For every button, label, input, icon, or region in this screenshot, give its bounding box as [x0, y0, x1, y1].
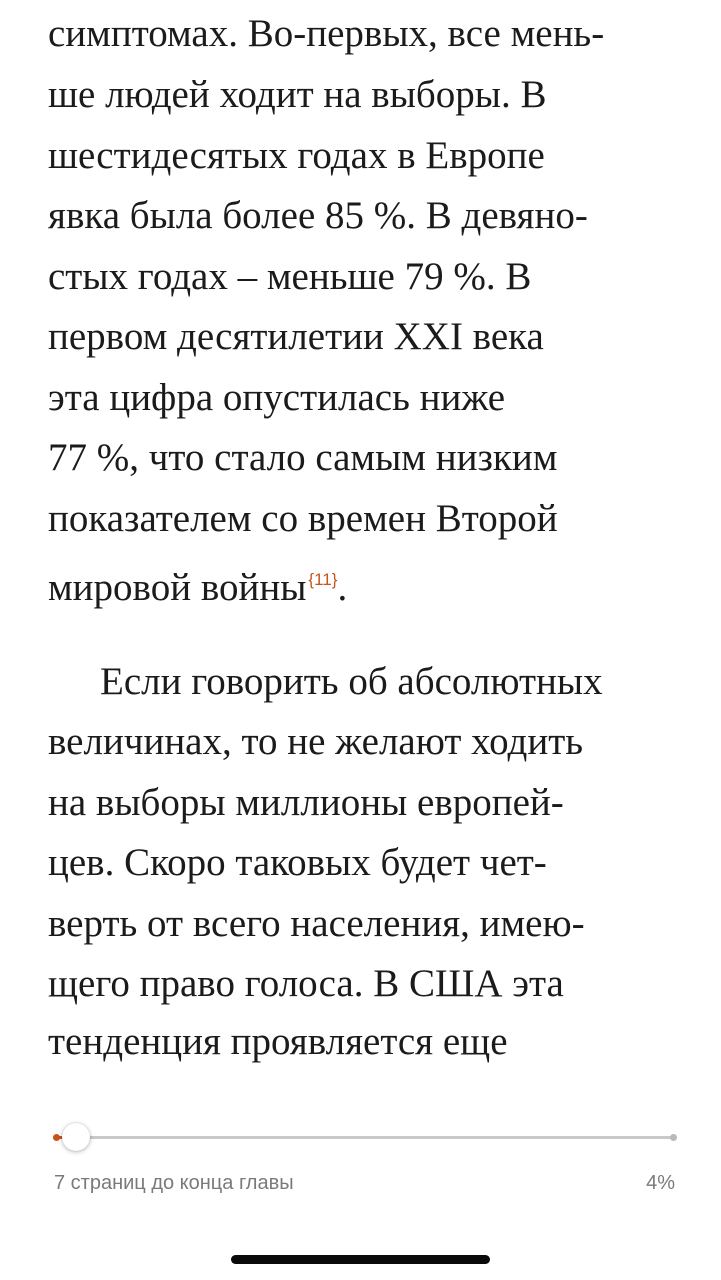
- text-line: показателем со времен Второй: [48, 497, 558, 540]
- text-line-with-footnote: [48, 550, 347, 610]
- text-line: 77 %, что стало самым низким: [48, 436, 558, 479]
- text-line: явка была более 85 %. В девяно-: [48, 194, 588, 237]
- text-line: шестидесятых годах в Европе: [48, 134, 545, 177]
- text-line: эта цифра опустилась ниже: [48, 376, 506, 419]
- progress-knob[interactable]: [62, 1123, 90, 1151]
- text-fragment: .: [337, 566, 348, 609]
- text-line: величинах, то не желают ходить: [48, 720, 584, 763]
- text-line: тенденция проявляется еще: [48, 1020, 508, 1063]
- text-line: симптомах. Во-первых, все мень-: [48, 12, 605, 55]
- chapter-start-dot: [53, 1134, 60, 1141]
- text-line: Если говорить об абсолютных: [100, 660, 603, 703]
- text-line: стых годах – меньше 79 %. В: [48, 255, 532, 298]
- book-text-area[interactable]: [48, 0, 688, 1080]
- footnote-link[interactable]: {11}: [308, 570, 338, 589]
- text-line: на выборы миллионы европей-: [48, 781, 564, 824]
- pages-left-label: 7 страниц до конца главы: [54, 1172, 294, 1194]
- chapter-end-dot: [670, 1134, 677, 1141]
- home-indicator[interactable]: [231, 1255, 490, 1264]
- progress-percent: 4%: [646, 1172, 675, 1194]
- text-fragment: мировой войны: [48, 566, 307, 609]
- text-line: щего право голоса. В США эта: [48, 962, 564, 1005]
- text-line: первом десятилетии XXI века: [48, 315, 544, 358]
- reading-progress-slider[interactable]: [53, 1121, 677, 1153]
- text-line: верть от всего населения, имею-: [48, 902, 585, 945]
- progress-track[interactable]: [53, 1136, 673, 1139]
- text-line: цев. Скоро таковых будет чет-: [48, 841, 547, 884]
- text-line: ше людей ходит на выборы. В: [48, 73, 547, 116]
